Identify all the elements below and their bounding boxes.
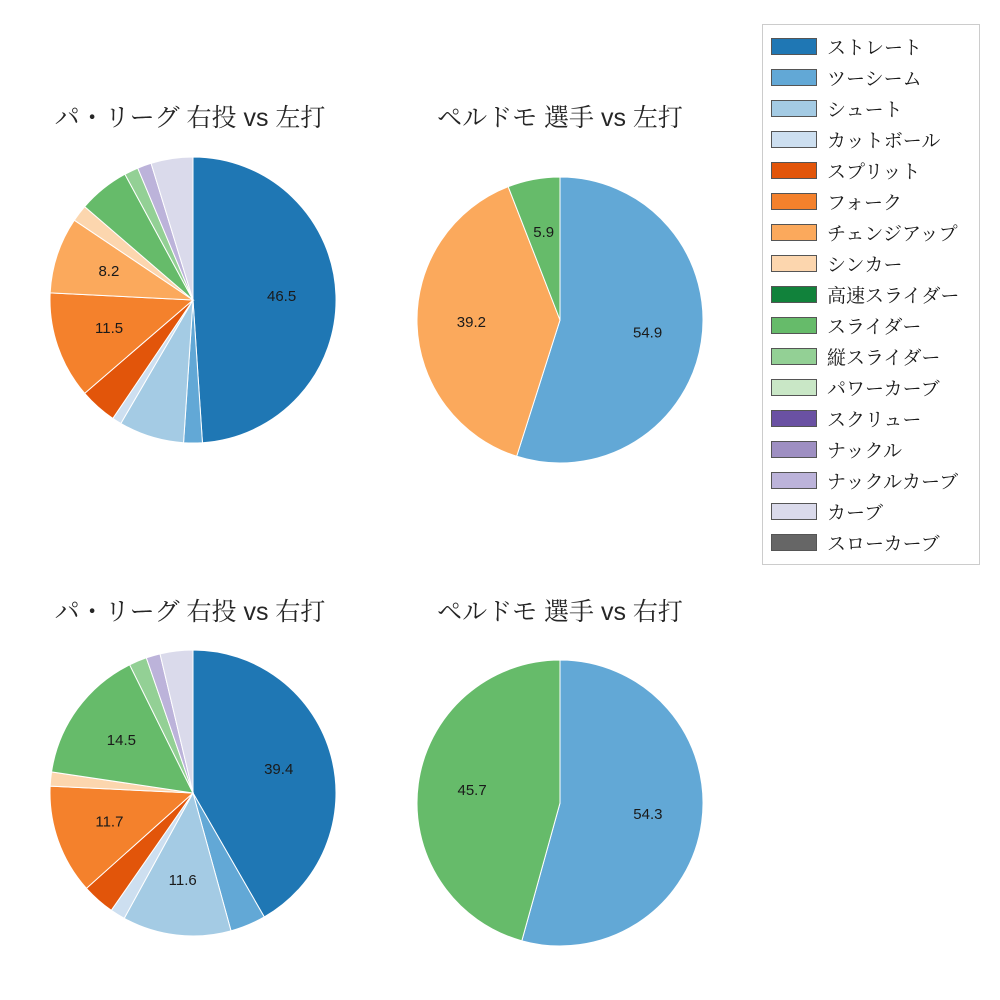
- legend-label: パワーカーブ: [827, 379, 940, 400]
- pie-slice-label: 11.6: [168, 872, 197, 890]
- pie-slice-label: 39.2: [456, 313, 487, 331]
- legend-swatch: [771, 69, 817, 86]
- pie-chart-4: [415, 658, 705, 948]
- legend-swatch: [771, 503, 817, 520]
- pie-chart-3: [48, 648, 338, 938]
- legend-swatch: [771, 472, 817, 489]
- legend-swatch: [771, 317, 817, 334]
- legend-label: ナックル: [827, 441, 903, 462]
- legend-swatch: [771, 224, 817, 241]
- legend-item: [771, 124, 971, 155]
- legend-label: ナックルカーブ: [827, 472, 959, 493]
- legend-label: スクリュー: [827, 410, 922, 431]
- legend-item: [771, 279, 971, 310]
- legend-swatch: [771, 100, 817, 117]
- legend-label: シンカー: [827, 255, 903, 276]
- legend-item: [771, 403, 971, 434]
- legend-label: フォーク: [827, 193, 903, 214]
- legend-item: [771, 496, 971, 527]
- pie-slice-label: 14.5: [106, 731, 137, 749]
- legend-item: [771, 62, 971, 93]
- legend-swatch: [771, 38, 817, 55]
- legend-label: スライダー: [827, 317, 922, 338]
- legend-swatch: [771, 348, 817, 365]
- legend-swatch: [771, 255, 817, 272]
- legend-swatch: [771, 410, 817, 427]
- legend-label: ストレート: [827, 38, 923, 59]
- pie-svg-3: [48, 648, 338, 938]
- legend-label: ツーシーム: [827, 69, 922, 90]
- legend-item: [771, 217, 971, 248]
- legend-label: 高速スライダー: [827, 286, 960, 307]
- pie-chart-1: [48, 155, 338, 445]
- legend-item: [771, 341, 971, 372]
- pie-slice-label: 11.5: [95, 319, 124, 337]
- legend-item: [771, 372, 971, 403]
- pie-svg-2: [415, 175, 705, 465]
- legend-label: スローカーブ: [827, 534, 940, 555]
- legend-item: [771, 31, 971, 62]
- legend: [762, 24, 980, 565]
- pie-slice-label: 5.9: [533, 223, 555, 241]
- legend-swatch: [771, 379, 817, 396]
- pie-slice-label: 45.7: [457, 782, 487, 800]
- legend-swatch: [771, 534, 817, 551]
- legend-swatch: [771, 131, 817, 148]
- pie-title-3: パ・リーグ 右投 vs 右打: [54, 598, 326, 626]
- legend-label: シュート: [827, 100, 903, 121]
- pie-svg-4: [415, 658, 705, 948]
- legend-item: [771, 248, 971, 279]
- legend-label: スプリット: [827, 162, 921, 183]
- legend-swatch: [771, 193, 817, 210]
- legend-swatch: [771, 286, 817, 303]
- legend-label: チェンジアップ: [827, 224, 958, 245]
- pie-slice: [193, 157, 336, 443]
- legend-label: カットボール: [827, 131, 941, 152]
- pie-svg-1: [48, 155, 338, 445]
- legend-item: [771, 310, 971, 341]
- legend-item: [771, 93, 971, 124]
- pie-title-1: パ・リーグ 右投 vs 左打: [54, 104, 326, 132]
- pie-slice-label: 54.9: [632, 324, 663, 342]
- legend-item: [771, 186, 971, 217]
- legend-label: カーブ: [827, 503, 884, 524]
- pie-slice-label: 39.4: [264, 761, 294, 779]
- pie-chart-2: [415, 175, 705, 465]
- pie-title-2: ペルドモ 選手 vs 左打: [437, 104, 683, 132]
- legend-item: [771, 465, 971, 496]
- legend-item: [771, 527, 971, 558]
- pie-slice-label: 54.3: [633, 805, 663, 823]
- legend-label: 縦スライダー: [827, 348, 941, 369]
- pie-title-4: ペルドモ 選手 vs 右打: [437, 598, 683, 626]
- pie-slice-label: 8.2: [98, 262, 120, 280]
- pie-slice-label: 11.7: [95, 813, 124, 831]
- pie-slice-label: 46.5: [266, 288, 297, 306]
- legend-swatch: [771, 162, 817, 179]
- legend-swatch: [771, 441, 817, 458]
- legend-item: [771, 434, 971, 465]
- legend-item: [771, 155, 971, 186]
